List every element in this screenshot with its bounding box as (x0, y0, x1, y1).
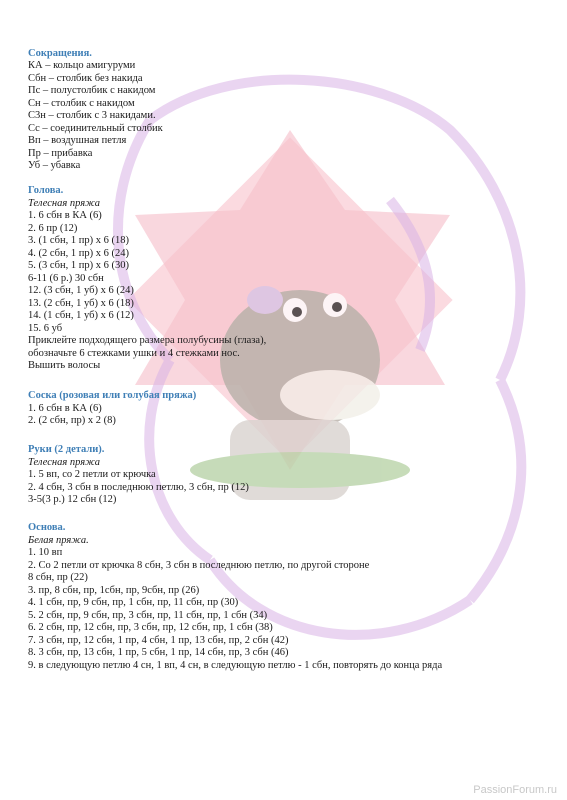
abbrev-item: Пр – прибавка (28, 147, 93, 159)
arms-row: 3-5(3 р.) 12 сбн (12) (28, 494, 117, 505)
head-row: 13. (2 сбн, 1 уб) х 6 (18) (28, 297, 134, 309)
base-row: 5. 2 сбн, пр, 9 сбн, пр, 3 сбн, пр, 11 сбн, пр, 1 сбн (34) (28, 609, 268, 621)
head-row: обозначьте 6 стежками ушки и 4 стежками нос. (28, 347, 240, 359)
arms-subtitle: Телесная пряжа (28, 456, 100, 468)
base-row: 2. Со 2 петли от крючка 8 сбн, 3 сбн в последнюю петлю, по другой стороне (28, 559, 370, 571)
site-watermark: PassionForum.ru (473, 784, 557, 796)
head-row: 3. (1 сбн, 1 пр) х 6 (18) (28, 235, 129, 246)
abbrev-title: Сокращения. (28, 48, 92, 59)
head-row: 14. (1 сбн, 1 уб) х 6 (12) (28, 310, 134, 321)
abbrev-item: Сбн – столбик без накида (28, 72, 143, 84)
pacifier-title: Соска (розовая или голубая пряжа) (28, 390, 197, 401)
head-row: 12. (3 сбн, 1 уб) х 6 (24) (28, 285, 134, 296)
abbrev-item: Сс – соединительный столбик (28, 122, 163, 134)
base-title: Основа. (28, 522, 66, 533)
head-row: 4. (2 сбн, 1 пр) х 6 (24) (28, 247, 129, 259)
abbrev-item: С3н – столбик с 3 накидами. (28, 110, 156, 121)
head-row: 1. 6 сбн в КА (6) (28, 210, 102, 221)
base-row: 7. 3 сбн, пр, 12 сбн, 1 пр, 4 сбн, 1 пр, 13 сбн, пр, 2 сбн (42) (28, 634, 289, 646)
head-title: Голова. (28, 185, 64, 196)
head-row: 2. 6 пр (12) (28, 222, 78, 234)
abbrev-item: Сн – столбик с накидом (28, 97, 135, 109)
base-row: 6. 2 сбн, пр, 12 сбн, пр, 3 сбн, пр, 12 сбн, пр, 1 сбн (38) (28, 622, 273, 633)
base-row: 9. в следующую петлю 4 сн, 1 вп, 4 сн, в следующую петлю - 1 сбн, повторять до конца ряда (28, 659, 443, 671)
abbrev-item: КА – кольцо амигуруми (28, 60, 136, 71)
base-row: 8 сбн, пр (22) (28, 572, 88, 583)
base-row: 1. 10 вп (28, 547, 63, 558)
arms-row: 2. 4 сбн, 3 сбн в последнюю петлю, 3 сбн, пр (12) (28, 481, 249, 493)
head-row: 6-11 (6 р.) 30 сбн (28, 272, 104, 284)
base-row: 4. 1 сбн, пр, 9 сбн, пр, 1 сбн, пр, 11 сбн, пр (30) (28, 597, 239, 608)
base-subtitle: Белая пряжа. (28, 534, 89, 546)
pacifier-row: 2. (2 сбн, пр) х 2 (8) (28, 415, 116, 426)
base-row: 3. пр, 8 сбн, пр, 1сбн, пр, 9сбн, пр (26) (28, 584, 200, 596)
head-row: 5. (3 сбн, 1 пр) х 6 (30) (28, 260, 129, 271)
abbrev-item: Уб – убавка (28, 160, 81, 171)
abbrev-item: Пс – полустолбик с накидом (28, 85, 156, 96)
arms-title: Руки (2 детали). (28, 444, 105, 455)
pacifier-row: 1. 6 сбн в КА (6) (28, 402, 102, 414)
head-row: Вышить волосы (28, 360, 101, 371)
head-subtitle: Телесная пряжа (28, 197, 100, 209)
arms-row: 1. 5 вп, со 2 петли от крючка (28, 469, 156, 480)
head-row: 15. 6 уб (28, 322, 63, 334)
abbrev-item: Вп – воздушная петля (28, 135, 127, 146)
base-row: 8. 3 сбн, пр, 13 сбн, 1 пр, 5 сбн, 1 пр, 14 сбн, пр, 3 сбн (46) (28, 647, 289, 658)
head-row: Приклейте подходящего размера полубусины (глаза), (28, 335, 267, 346)
